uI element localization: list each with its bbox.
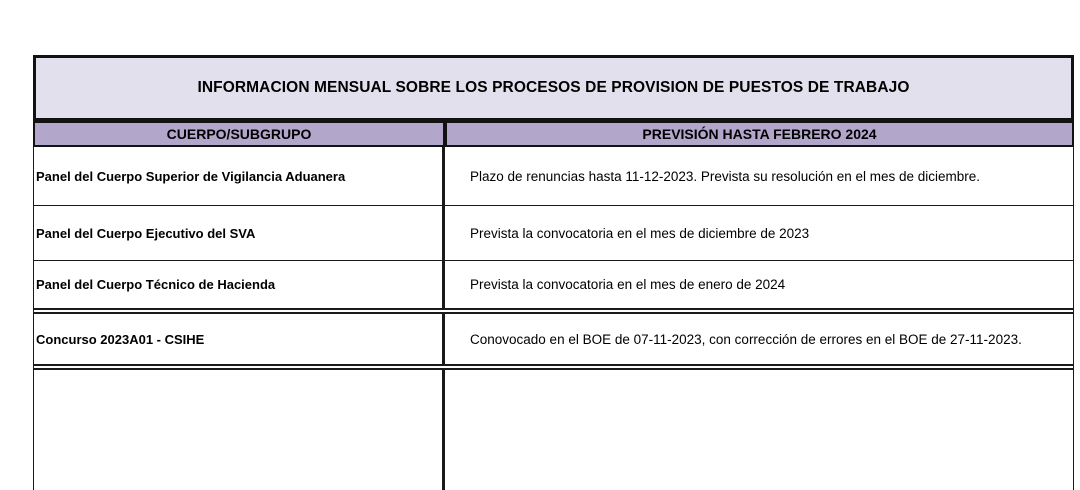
table-title-banner — [33, 55, 1074, 121]
cuerpo-text: Concurso 2023A01 - CSIHE — [36, 331, 205, 347]
column-header-cuerpo — [33, 121, 445, 147]
table-row — [34, 314, 1073, 370]
cell-prevision — [445, 314, 1073, 364]
column-header-prevision — [445, 121, 1074, 147]
cuerpo-text: Panel del Cuerpo Superior de Vigilancia Aduanera — [36, 168, 346, 184]
column-header-cuerpo-label: CUERPO/SUBGRUPO — [166, 126, 312, 142]
cuerpo-text: Panel del Cuerpo Técnico de Hacienda — [36, 277, 276, 292]
prevision-text: Prevista la convocatoria en el mes de diciembre de 2023 — [470, 225, 810, 241]
column-header-prevision-label: PREVISIÓN HASTA FEBRERO 2024 — [642, 126, 877, 142]
table-title: INFORMACION MENSUAL SOBRE LOS PROCESOS DE PROVISION DE PUESTOS DE TRABAJO — [197, 79, 910, 96]
table-row — [34, 261, 1073, 314]
table-body — [33, 147, 1074, 490]
cuerpo-text: Panel del Cuerpo Ejecutivo del SVA — [36, 225, 256, 241]
table-row-empty — [34, 370, 1073, 490]
table-row — [34, 206, 1073, 261]
prevision-text: Conovocado en el BOE de 07-11-2023, con corrección de errores en el BOE de 27-11-2023. — [470, 331, 1022, 347]
table-row — [34, 147, 1073, 206]
cell-prevision — [445, 206, 1073, 260]
cell-cuerpo — [34, 314, 445, 364]
cell-prevision — [445, 261, 1073, 308]
cell-cuerpo — [34, 147, 445, 205]
cell-prevision — [445, 147, 1073, 205]
table-header-row — [33, 121, 1074, 147]
cell-cuerpo — [34, 370, 445, 490]
prevision-text: Plazo de renuncias hasta 11-12-2023. Prevista su resolución en el mes de diciembre. — [470, 168, 981, 184]
provision-table — [33, 55, 1074, 490]
prevision-text: Prevista la convocatoria en el mes de enero de 2024 — [470, 277, 786, 292]
cell-cuerpo — [34, 206, 445, 260]
cell-cuerpo — [34, 261, 445, 308]
cell-prevision — [445, 370, 1073, 490]
